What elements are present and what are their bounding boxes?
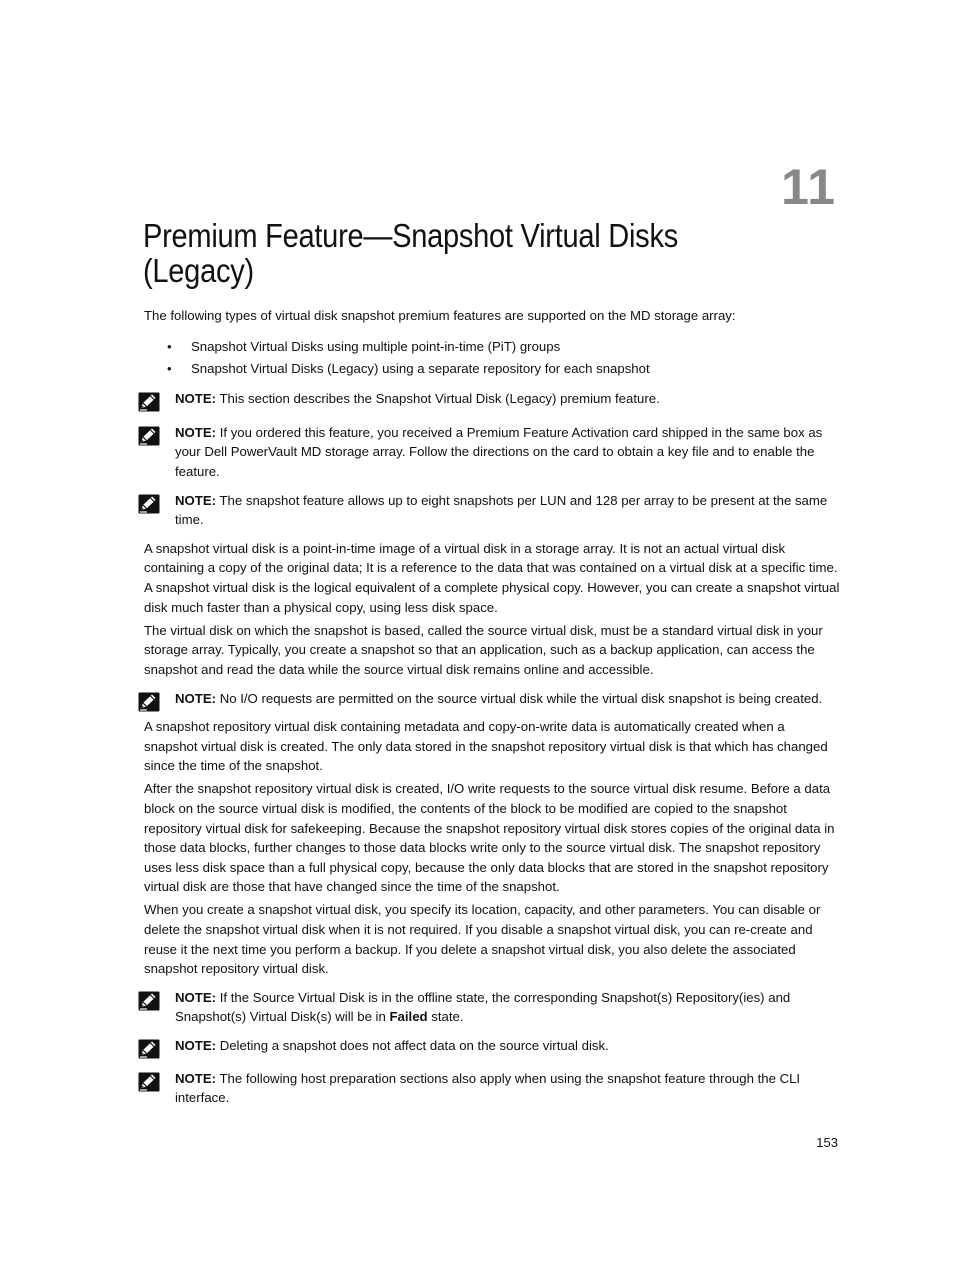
note-pencil-icon xyxy=(138,991,160,1011)
body-paragraph: The virtual disk on which the snapshot is based, called the source virtual disk, must be a standard virtual disk in your storage array. Typically, you create a snapshot so that an application, such as a backup application, can access the snapshot and read the data while the source virtual disk remains online and accessible. xyxy=(144,622,823,677)
page-title: Premium Feature—Snapshot Virtual Disks (Legacy) xyxy=(143,217,678,289)
note-label: NOTE: xyxy=(175,1070,217,1086)
note xyxy=(144,1069,840,1108)
note-label: NOTE: xyxy=(175,391,217,407)
note-text: If the Source Virtual Disk is in the offline state, the corresponding Snapshot(s) Repository(ies) and Snapshot(s) Virtual Disk(s) will be in xyxy=(175,989,791,1025)
note-pencil-icon xyxy=(138,692,160,712)
note-label: NOTE: xyxy=(175,424,217,440)
note-text: No I/O requests are permitted on the source virtual disk while the virtual disk snapshot is being created. xyxy=(219,690,823,706)
note xyxy=(144,1036,840,1056)
page-number: 153 xyxy=(816,1135,838,1150)
chapter-number: 11 xyxy=(781,159,836,215)
note-text: The following host preparation sections also apply when using the snapshot feature through the CLI interface. xyxy=(175,1070,801,1106)
list-item: • Snapshot Virtual Disks using multiple point-in-time (PiT) groups xyxy=(144,337,840,357)
content xyxy=(144,306,840,1117)
body-paragraph: When you create a snapshot virtual disk, you specify its location, capacity, and other parameters. You can disable or delete the snapshot virtual disk when it is not required. If you disable a snapshot virtual disk, you can re-create and reuse it the next time you perform a backup. If you delete a snapshot virtual disk, you also delete the associated snapshot repository virtual disk. xyxy=(144,902,821,977)
note-text: Deleting a snapshot does not affect data on the source virtual disk. xyxy=(219,1038,609,1053)
note xyxy=(144,689,840,709)
note-label: NOTE: xyxy=(175,989,217,1005)
note-text: The snapshot feature allows up to eight snapshots per LUN and 128 per array to be present at the same time. xyxy=(175,492,828,528)
note xyxy=(144,423,840,482)
bullet-icon: • xyxy=(167,360,172,376)
note xyxy=(144,389,840,409)
list-item: • Snapshot Virtual Disks (Legacy) using a separate repository for each snapshot xyxy=(144,359,840,379)
note-pencil-icon xyxy=(138,392,160,412)
note-label: NOTE: xyxy=(175,1038,217,1053)
note: NOTE: If the Source Virtual Disk is in the offline state, the corresponding Snapshot(s) Repository(ies) and Snapshot(s) Virtual Disk(s) will be in Failed state. xyxy=(144,988,840,1027)
note-text: This section describes the Snapshot Virtual Disk (Legacy) premium feature. xyxy=(219,391,660,407)
note-pencil-icon xyxy=(138,494,160,514)
note-text: If you ordered this feature, you received a Premium Feature Activation card shipped in the same box as your Dell PowerVault MD storage array. Follow the directions on the card to obtain a key file and to enable the feature. xyxy=(175,424,823,480)
feature-list xyxy=(144,337,840,379)
bullet-icon: • xyxy=(167,338,172,354)
note-pencil-icon xyxy=(138,1039,160,1059)
intro-paragraph: The following types of virtual disk snapshot premium features are supported on the MD storage array: xyxy=(144,308,736,323)
body-paragraph: After the snapshot repository virtual disk is created, I/O write requests to the source virtual disk resume. Before a data block on the source virtual disk is modified, the contents of the block to be modified are copied to the snapshot repository virtual disk for safekeeping. Because the snapshot repository virtual disk stores copies of the original data in those data blocks, further changes to those data blocks write only to the source virtual disk. The snapshot repository uses less disk space than a full physical copy, because the only data blocks that are stored in the snapshot repository virtual disk are those that have changed since the time of the snapshot. xyxy=(144,781,835,895)
note-label: NOTE: xyxy=(175,492,217,508)
body-paragraph: A snapshot repository virtual disk containing metadata and copy-on-write data is automatically created when a snapshot virtual disk is created. The only data stored in the snapshot repository virtual disk is that which has changed since the time of the snapshot. xyxy=(144,719,828,774)
note-pencil-icon xyxy=(138,1072,160,1092)
body-paragraph: A snapshot virtual disk is a point-in-time image of a virtual disk in a storage array. It is not an actual virtual disk containing a copy of the original data; It is a reference to the data that was contained on a virtual disk at a specific time. A snapshot virtual disk is the logical equivalent of a complete physical copy. However, you can create a snapshot virtual disk much faster than a physical copy, using less disk space. xyxy=(144,540,840,615)
note-label: NOTE: xyxy=(175,690,217,706)
failed-state: Failed xyxy=(389,1009,428,1025)
note-pencil-icon xyxy=(138,426,160,446)
note xyxy=(144,491,840,530)
